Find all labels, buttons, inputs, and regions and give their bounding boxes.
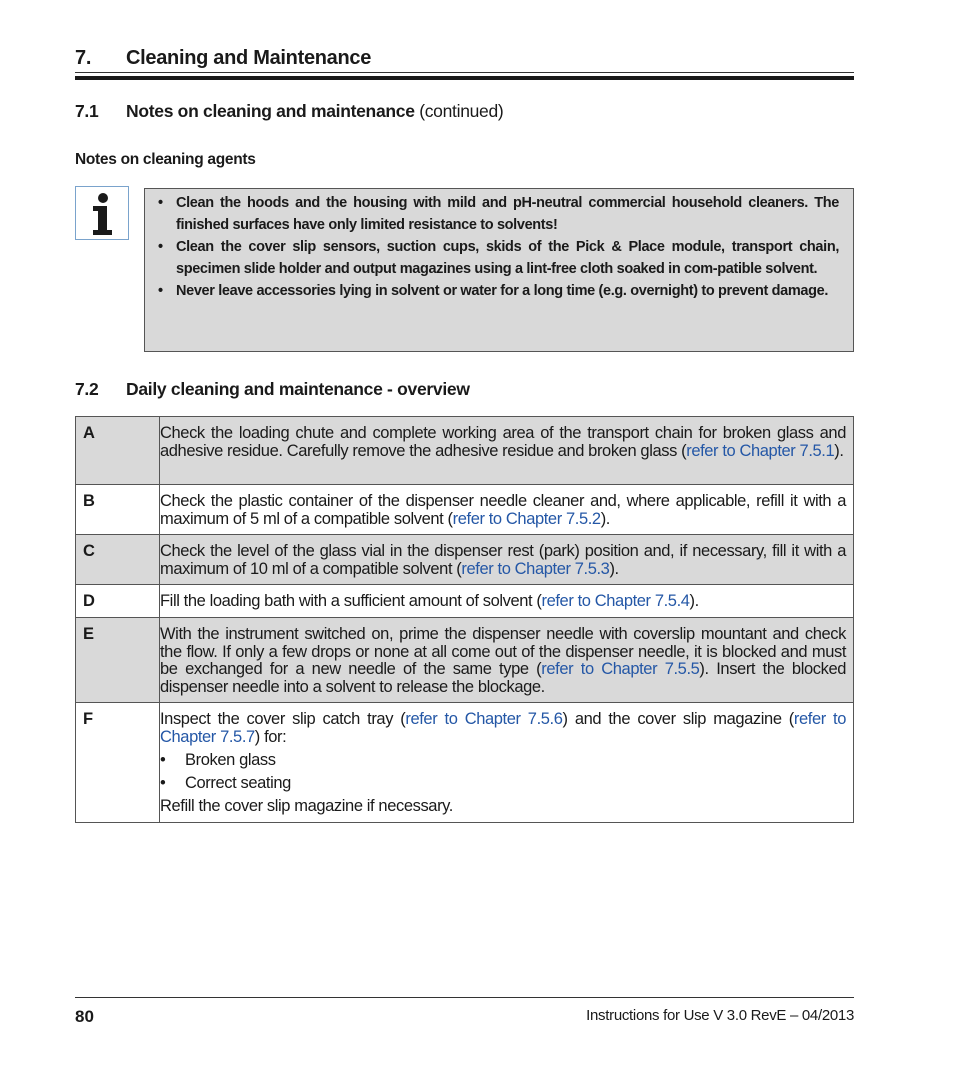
section-7-2-title: Daily cleaning and maintenance - overview [126,379,470,399]
section-7-1-suffix: (continued) [419,101,504,121]
table-row [76,535,854,585]
info-i-glyph-icon [76,187,128,239]
chapter-link[interactable]: refer to Chapter 7.5.6 [405,710,563,728]
row-letter: C [76,535,160,585]
info-icon [75,186,129,240]
list-item: • Correct seating [185,772,846,795]
row-text: Fill the loading bath with a sufficient amount of solvent (refer to Chapter 7.5.4). [160,585,854,618]
list-item: • Broken glass [185,749,846,772]
table-row [76,703,854,823]
row-letter: B [76,485,160,535]
section-7-1-heading [126,101,503,122]
section-7-2-number: 7.2 [75,379,99,399]
section-7-1-title: Notes on cleaning and maintenance [126,101,415,121]
cleaning-agents-note [144,188,854,352]
chapter-link[interactable]: refer to Chapter 7.5.2 [452,509,601,528]
table-row [76,485,854,535]
table-row [76,417,854,485]
chapter-link[interactable]: refer to Chapter 7.5.3 [461,559,610,578]
row-letter: A [76,417,160,485]
note-item: • Clean the hoods and the housing with mild and pH-neutral commercial household cleaners. The finished surfaces have only limited resistance to solvents! [176,193,839,236]
chapter-link[interactable]: refer to Chapter 7.5.7 [160,710,847,746]
section-7-1-number: 7.1 [75,101,99,121]
row-closing-text: Refill the cover slip magazine if necessary. [160,797,453,815]
chapter-link[interactable]: refer to Chapter 7.5.5 [541,660,700,678]
page-number: 80 [75,1007,94,1026]
chapter-number: 7. [75,47,92,69]
row-letter: D [76,585,160,618]
row-text: Check the plastic container of the dispenser needle cleaner and, where applicable, refill it with a maximum of 5 ml of a compatible solvent (refer to Chapter 7.5.2). [160,485,854,535]
chapter-link[interactable]: refer to Chapter 7.5.1 [686,441,835,460]
row-letter: F [76,703,160,823]
row-text: Check the loading chute and complete working area of the transport chain for broken glass and adhesive residue. Carefully remove the adhesive residue and broken glass (refer to Chapter 7.5.1). [160,417,854,485]
table-row [76,585,854,618]
daily-maintenance-table [75,416,854,823]
note-item: • Clean the cover slip sensors, suction cups, skids of the Pick & Place module, transport chain, specimen slide holder and output magazines using a lint-free cloth soaked in com-patible solvent. [176,237,839,280]
note-item: • Never leave accessories lying in solvent or water for a long time (e.g. overnight) to prevent damage. [176,281,839,303]
footer-rule [75,997,854,998]
footer-doc-info: Instructions for Use V 3.0 RevE – 04/2013 [586,1007,854,1024]
subheading-cleaning-agents: Notes on cleaning agents [75,151,256,168]
row-text: Inspect the cover slip catch tray (refer to Chapter 7.5.6) and the cover slip magazine (refer to Chapter 7.5.7) for: • Broken glass • Correct seating Refill the cover slip magazine if necessary. [160,703,854,823]
chapter-title: Cleaning and Maintenance [126,47,372,69]
chapter-link[interactable]: refer to Chapter 7.5.4 [541,592,690,610]
table-row [76,618,854,703]
inspection-list [160,749,846,795]
row-text: With the instrument switched on, prime the dispenser needle with coverslip mountant and check the flow. If only a few drops or none at all come out of the dispenser needle, it is blocked and must be exchanged for a new needle of the same type (refer to Chapter 7.5.5). Insert the blocked dispenser needle into a solvent to release the blockage. [160,618,854,703]
note-list [145,189,853,303]
row-text: Check the level of the glass vial in the dispenser rest (park) position and, if necessary, fill it with a maximum of 10 ml of a compatible solvent (refer to Chapter 7.5.3). [160,535,854,585]
chapter-rule-thick [75,76,854,80]
row-letter: E [76,618,160,703]
chapter-rule-thin [75,72,854,73]
